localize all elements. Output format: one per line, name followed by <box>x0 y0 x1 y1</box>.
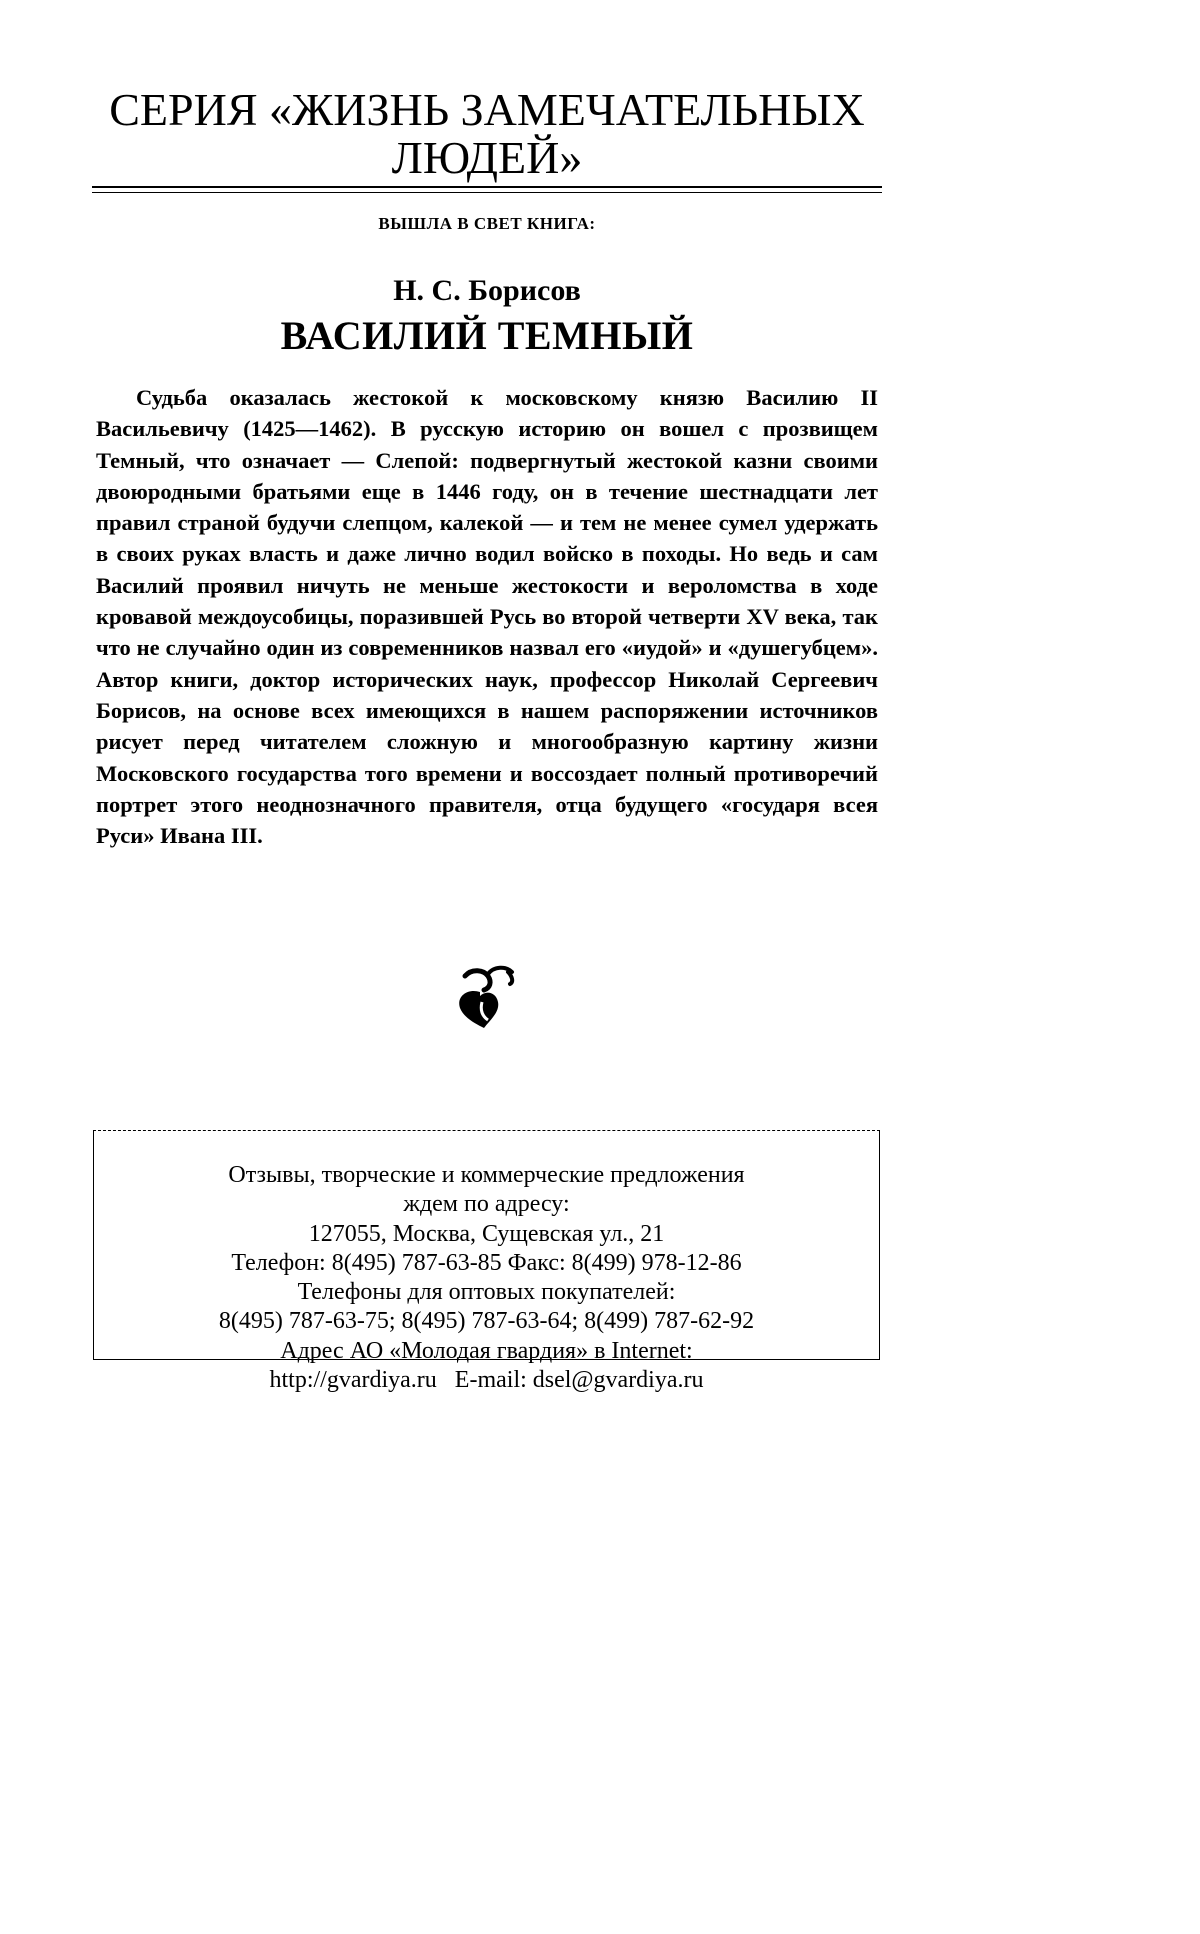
series-title <box>92 86 882 182</box>
fleuron-heart-icon <box>432 962 532 1032</box>
series-title-line2: ЛЮДЕЙ» <box>391 132 583 183</box>
book-annotation: Судьба оказалась жестокой к московскому князю Василию II Васильевичу (1425—1462). В русскую историю он вошел с прозвищем Темный, что означает — Слепой: подвергнутый жестокой казни своими двоюродными братьями еще в 1446 году, он в течение шестнадцати лет правил страной будучи слепцом, калекой — и тем не менее сумел удержать в своих руках власть и даже лично водил войско в походы. Но ведь и сам Василий проявил ничуть не меньше жестокости и вероломства в ходе кровавой междоусобицы, поразившей Русь во второй четверти XV века, так что не случайно один из современников назвал его «иудой» и «душегубцем». Автор книги, доктор исторических наук, профессор Николай Сергеевич Борисов, на основе всех имеющихся в нашем распоряжении источников рисует перед читателем сложную и многообразную картину жизни Московского государства того времени и воссоздает полный противоречий портрет этого неоднозначного правителя, отца будущего «государя всея Руси» Ивана III. <box>96 385 878 849</box>
contact-line-phone-fax: Телефон: 8(495) 787-63-85 Факс: 8(499) 978-12-86 <box>231 1249 742 1276</box>
contact-line-address: 127055, Москва, Сущевская ул., 21 <box>308 1220 665 1247</box>
contact-line-web-email: http://gvardiya.ru E-mail: dsel@gvardiya.ru <box>269 1367 704 1394</box>
double-rule-divider <box>92 186 882 193</box>
contact-line-address-label: ждем по адресу: <box>403 1191 570 1218</box>
contact-lines <box>94 1161 879 1395</box>
contact-line-wholesale-phones: 8(495) 787-63-75; 8(495) 787-63-64; 8(499) 787-62-92 <box>218 1308 755 1335</box>
series-title-line1: СЕРИЯ «ЖИЗНЬ ЗАМЕЧАТЕЛЬНЫХ <box>109 84 865 135</box>
book-title: ВАСИЛИЙ ТЕМНЫЙ <box>280 313 694 358</box>
contact-line-internet-label: Адрес АО «Молодая гвардия» в Internet: <box>280 1337 693 1364</box>
announcement-heading: ВЫШЛА В СВЕТ КНИГА: <box>378 214 596 233</box>
contact-info-box <box>93 1130 880 1394</box>
contact-line-wholesale-label: Телефоны для оптовых покупателей: <box>297 1279 676 1306</box>
book-author: Н. С. Борисов <box>393 274 581 307</box>
contact-line-feedback: Отзывы, творческие и коммерческие предложения <box>228 1162 745 1188</box>
